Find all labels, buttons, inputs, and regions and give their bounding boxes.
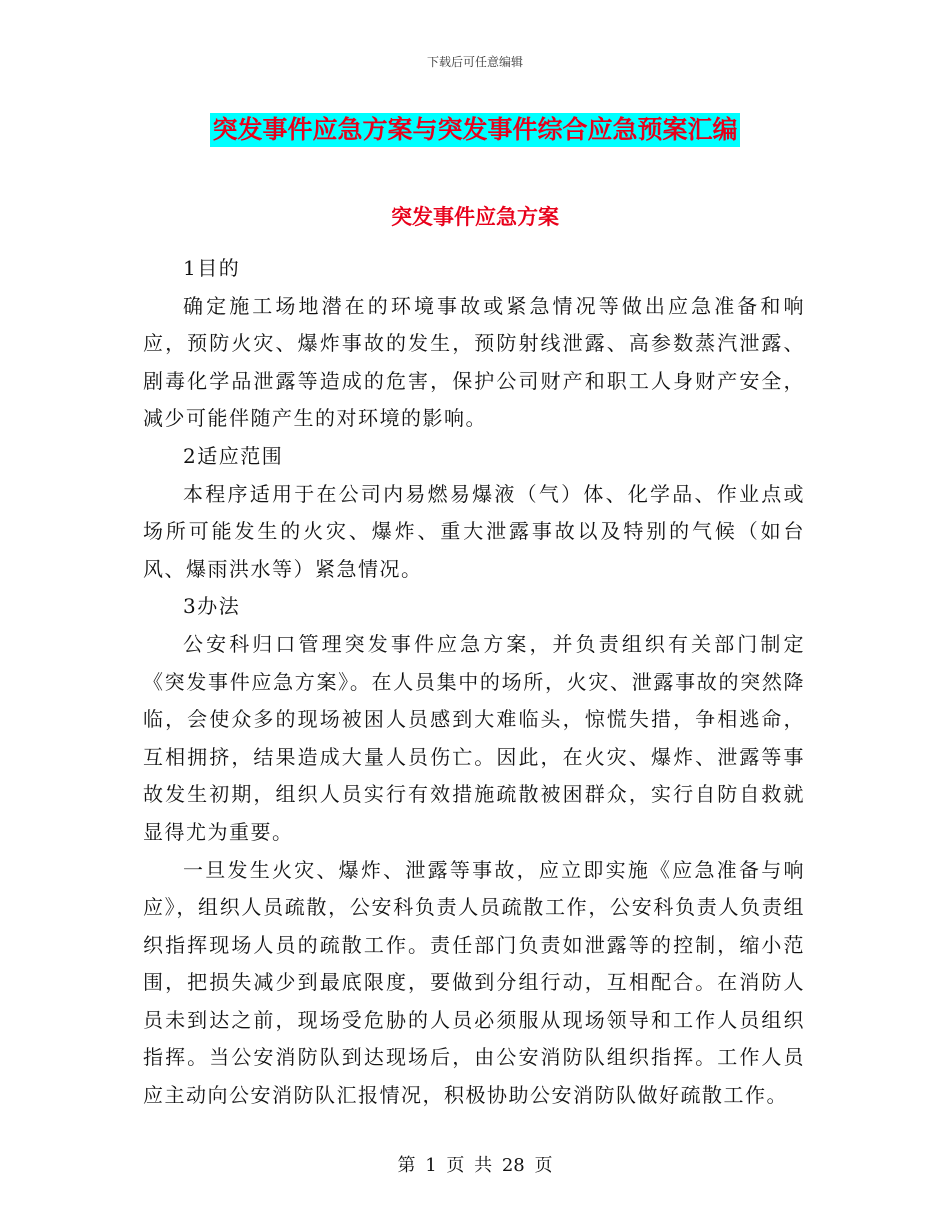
document-body [143, 250, 805, 1115]
page-number: 第 1 页 共 28 页 [397, 1155, 553, 1176]
heading-scope: 2适应范围 [183, 443, 284, 468]
document-title-container [0, 113, 950, 147]
heading-method: 3办法 [183, 594, 241, 619]
section-title: 突发事件应急方案 [391, 205, 559, 229]
heading-purpose: 1目的 [183, 256, 241, 280]
paragraph-method: 公安科归口管理突发事件应急方案，并负责组织有关部门制定《突发事件应急方案》。在人员集中的场所，火灾、泄露事故的突然降临，会使众多的现场被困人员感到大难临头，惊慌失措，争相逃命，互相拥挤，结果造成大量人员伤亡。因此，在火灾、爆炸、泄露等事故发生初期，组织人员实行有效措施疏散被困群众，实行自防自救就显得尤为重要。 [143, 631, 805, 844]
paragraph-scope: 本程序适用于在公司内易燃易爆液（气）体、化学品、作业点或场所可能发生的火灾、爆炸、重大泄露事故以及特别的气候（如台风、爆雨洪水等）紧急情况。 [143, 481, 805, 581]
document-title: 突发事件应急方案与突发事件综合应急预案汇编 [210, 113, 739, 147]
paragraph-evacuation: 一旦发生火灾、爆炸、泄露等事故，应立即实施《应急准备与响应》，组织人员疏散，公安科负责人员疏散工作，公安科负责人负责组织指挥现场人员的疏散工作。责任部门负责如泄露等的控制，缩小范围，把损失减少到最底限度，要做到分组行动，互相配合。在消防人员未到达之前，现场受危胁的人员必须服从现场领导和工作人员组织指挥。当公安消防队到达现场后，由公安消防队组织指挥。工作人员应主动向公安消防队汇报情况，积极协助公安消防队做好疏散工作。 [143, 857, 805, 1108]
page-header-note: 下载后可任意编辑 [426, 55, 523, 69]
paragraph-purpose: 确定施工场地潜在的环境事故或紧急情况等做出应急准备和响应，预防火灾、爆炸事故的发生，预防射线泄露、高参数蒸汽泄露、剧毒化学品泄露等造成的危害，保护公司财产和职工人身财产安全，减少可能伴随产生的对环境的影响。 [143, 293, 805, 431]
